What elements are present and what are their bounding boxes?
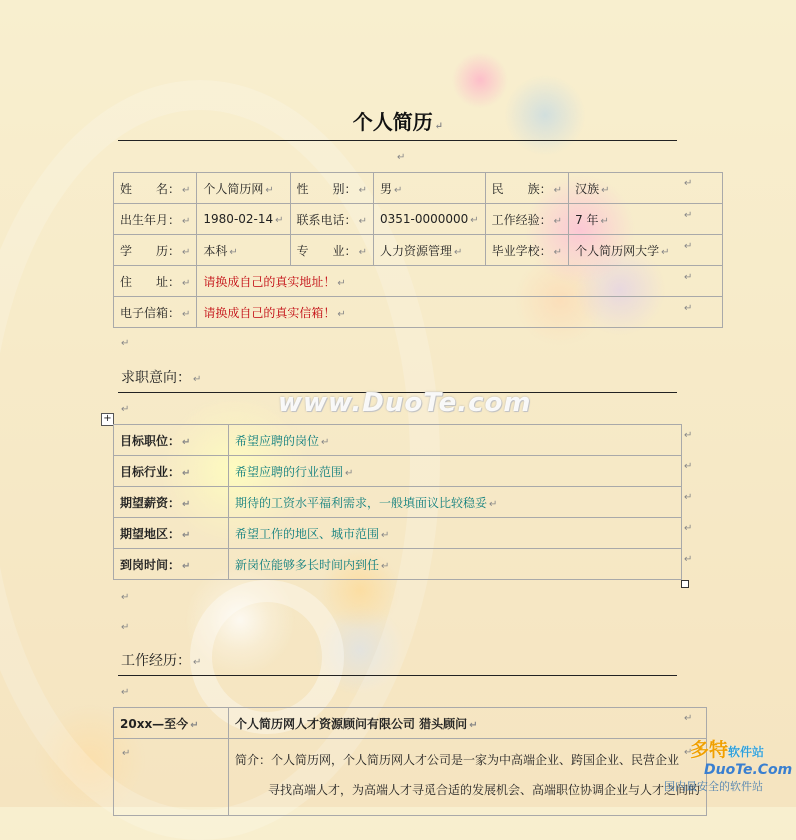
table-row [114,266,723,297]
experience-intro[interactable]: 简介：个人简历网，个人简历网人才公司是一家为中高端企业、跨国企业、民营企业 寻找高端人才，为高端人才寻觅合适的发展机会、高端职位协调企业与人才之间的 [229,739,707,816]
intent-label: 到岗时间： ↵ [114,549,229,580]
table-row [114,456,682,487]
experience-table [113,707,707,816]
field-label: 姓 名： ↵ [114,173,197,204]
intent-label: 期望地区： ↵ [114,518,229,549]
intent-value[interactable]: 新岗位能够多长时间内到任 ↵ [229,549,682,580]
table-move-handle[interactable]: + [101,413,114,426]
paragraph-mark: ↵ [121,592,130,603]
field-value[interactable]: 7 年 ↵ [569,204,723,235]
field-value[interactable]: 男 ↵ [373,173,485,204]
table-row [114,235,723,266]
field-label: 性 别： ↵ [290,173,373,204]
intent-label: 目标职位： ↵ [114,425,229,456]
field-value[interactable]: 1980-02-14 ↵ [197,204,290,235]
table-row [114,487,682,518]
intent-value[interactable]: 希望应聘的岗位 ↵ [229,425,682,456]
field-label: 毕业学校： ↵ [485,235,568,266]
field-label: 电子信箱： ↵ [114,297,197,328]
paragraph-mark: ↵ [397,152,406,163]
row-end-mark: ↵ [684,747,693,758]
table-row [114,549,682,580]
paragraph-mark: ↵ [121,687,130,698]
duote-logo: 多特软件站 DuoTe.Com 国内最安全的软件站 [664,739,793,793]
table-row [114,204,723,235]
table-row [114,739,707,816]
table-resize-handle[interactable] [681,580,689,588]
intent-label: 期望薪资： ↵ [114,487,229,518]
experience-company[interactable]: 个人简历网人才资源顾问有限公司 猎头顾问 ↵ [229,708,707,739]
page-title: 个人简历 ↵ [352,110,444,134]
field-value[interactable]: 汉族 ↵ [569,173,723,204]
row-end-mark: ↵ [684,430,693,441]
field-label: 学 历： ↵ [114,235,197,266]
field-value[interactable]: 0351-0000000 ↵ [373,204,485,235]
table-row [114,425,682,456]
experience-period: 20xx—至今 ↵ [114,708,229,739]
experience-period-empty: ↵ [114,739,229,816]
intent-label: 目标行业： ↵ [114,456,229,487]
row-end-mark: ↵ [684,241,693,252]
intent-table [113,424,682,580]
row-end-mark: ↵ [684,178,693,189]
table-row [114,297,723,328]
field-label: 出生年月： ↵ [114,204,197,235]
intent-value[interactable]: 希望应聘的行业范围 ↵ [229,456,682,487]
intent-value[interactable]: 希望工作的地区、城市范围 ↵ [229,518,682,549]
paragraph-mark: ↵ [121,404,130,415]
field-value[interactable]: 个人简历网 ↵ [197,173,290,204]
paragraph-mark: ↵ [121,338,130,349]
field-label: 住 址： ↵ [114,266,197,297]
intent-value[interactable]: 期待的工资水平福利需求，一般填面议比较稳妥 ↵ [229,487,682,518]
row-end-mark: ↵ [684,272,693,283]
field-value[interactable]: 人力资源管理 ↵ [373,235,485,266]
experience-heading: 工作经历： ↵ [121,653,202,669]
email-value[interactable]: 请换成自己的真实信箱！ ↵ [197,297,723,328]
table-row [114,708,707,739]
row-end-mark: ↵ [684,210,693,221]
paragraph-mark: ↵ [121,622,130,633]
field-value[interactable]: 个人简历网大学 ↵ [569,235,723,266]
row-end-mark: ↵ [684,461,693,472]
field-label: 民 族： ↵ [485,173,568,204]
experience-rule [118,675,677,676]
row-end-mark: ↵ [684,554,693,565]
basic-info-table [113,172,723,328]
row-end-mark: ↵ [684,492,693,503]
row-end-mark: ↵ [684,523,693,534]
table-row [114,518,682,549]
field-label: 工作经验： ↵ [485,204,568,235]
title-rule [118,140,677,141]
field-label: 联系电话： ↵ [290,204,373,235]
row-end-mark: ↵ [684,303,693,314]
field-value[interactable]: 本科 ↵ [197,235,290,266]
field-label: 专 业： ↵ [290,235,373,266]
table-row [114,173,723,204]
intent-heading: 求职意向： ↵ [121,370,202,386]
row-end-mark: ↵ [684,713,693,724]
duote-watermark: www.DuoTe.com [278,388,532,418]
address-value[interactable]: 请换成自己的真实地址！ ↵ [197,266,723,297]
